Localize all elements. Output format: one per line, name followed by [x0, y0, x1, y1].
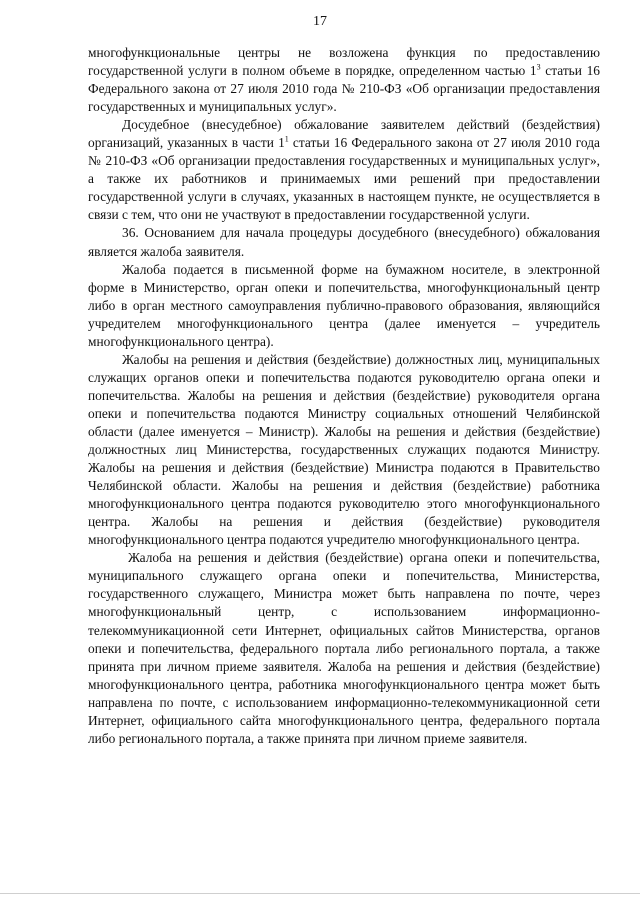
- paragraph-complaint-channels: Жалоба на решения и действия (бездействие) органа опеки и попечительства, муниципального служащего органа опеки и попечительства, Министерства, государственного служащего, Министра может быть направлена по почте, через многофункциональный центр, с использованием информационно-телекоммуникационной сети Интернет, официальных сайтов Министерства, органов опеки и попечительства, федерального портала либо регионального портала, а также принята при личном приеме заявителя. Жалоба на решения и действия (бездействие) многофункционального центра, работника многофункционального центра может быть направлена по почте, с использованием информационно-телекоммуникационной сети Интернет, официального сайта многофункционального центра, федерального портала либо регионального портала, а также принята при личном приеме заявителя.: [88, 550, 600, 746]
- page-bottom-edge: [0, 893, 640, 894]
- paragraph-text: Досудебное (внесудебное) обжалование заявителем действий (бездействия) организаций, указанных в части 1: [88, 117, 600, 151]
- document-body: [88, 44, 600, 748]
- paragraph-continuation: [88, 44, 600, 116]
- paragraph-pretrial-appeal: [88, 116, 600, 224]
- superscript: 3: [536, 62, 541, 72]
- superscript: 1: [284, 134, 289, 144]
- paragraph-complaint-form: Жалоба подается в письменной форме на бумажном носителе, в электронной форме в Министерство, орган опеки и попечительства, многофункциональный центр либо в орган местного самоуправления публично-правового образования, являющийся учредителем многофункционального центра (далее именуется – учредитель многофункционального центра).: [88, 261, 600, 349]
- paragraph-text: многофункциональные центры не возложена функция по предоставлению государственной услуги в полном объеме в порядке, определенном частью 1: [88, 45, 600, 79]
- paragraph-text: статьи 16 Федерального закона от 27 июля 2010 года № 210-ФЗ «Об организации предоставления государственных и муниципальных услуг», а также их работников и принимаемых ими решений при предоставлении государственной услуги в случаях, указанных в настоящем пункте, не осуществляется в связи с тем, что они не участвуют в предоставлении государственной услуги.: [88, 135, 601, 223]
- paragraph-text: статьи 16 Федерального закона от 27 июля 2010 года № 210-ФЗ «Об организации предоставления государственных и муниципальных услуг».: [88, 63, 600, 115]
- paragraph-item-36: 36. Основанием для начала процедуры досудебного (внесудебного) обжалования является жалоба заявителя.: [88, 225, 600, 259]
- page-number: 17: [313, 14, 327, 29]
- paragraph-complaint-addressees: Жалобы на решения и действия (бездействие) должностных лиц, муниципальных служащих органов опеки и попечительства подаются руководителю органа опеки и попечительства. Жалобы на решения и действия (бездействие) руководителя органа опеки и попечительства подаются Министру социальных отношений Челябинской области (далее именуется – Министр). Жалобы на решения и действия (бездействие) должностных лиц Министерства, государственных служащих подаются Министру. Жалобы на решения и действия (бездействие) Министра подаются в Правительство Челябинской области. Жалобы на решения и действия (бездействие) работника многофункционального центра подаются руководителю этого многофункционального центра. Жалобы на решения и действия (бездействие) руководителя многофункционального центра подаются учредителю многофункционального центра.: [88, 351, 600, 548]
